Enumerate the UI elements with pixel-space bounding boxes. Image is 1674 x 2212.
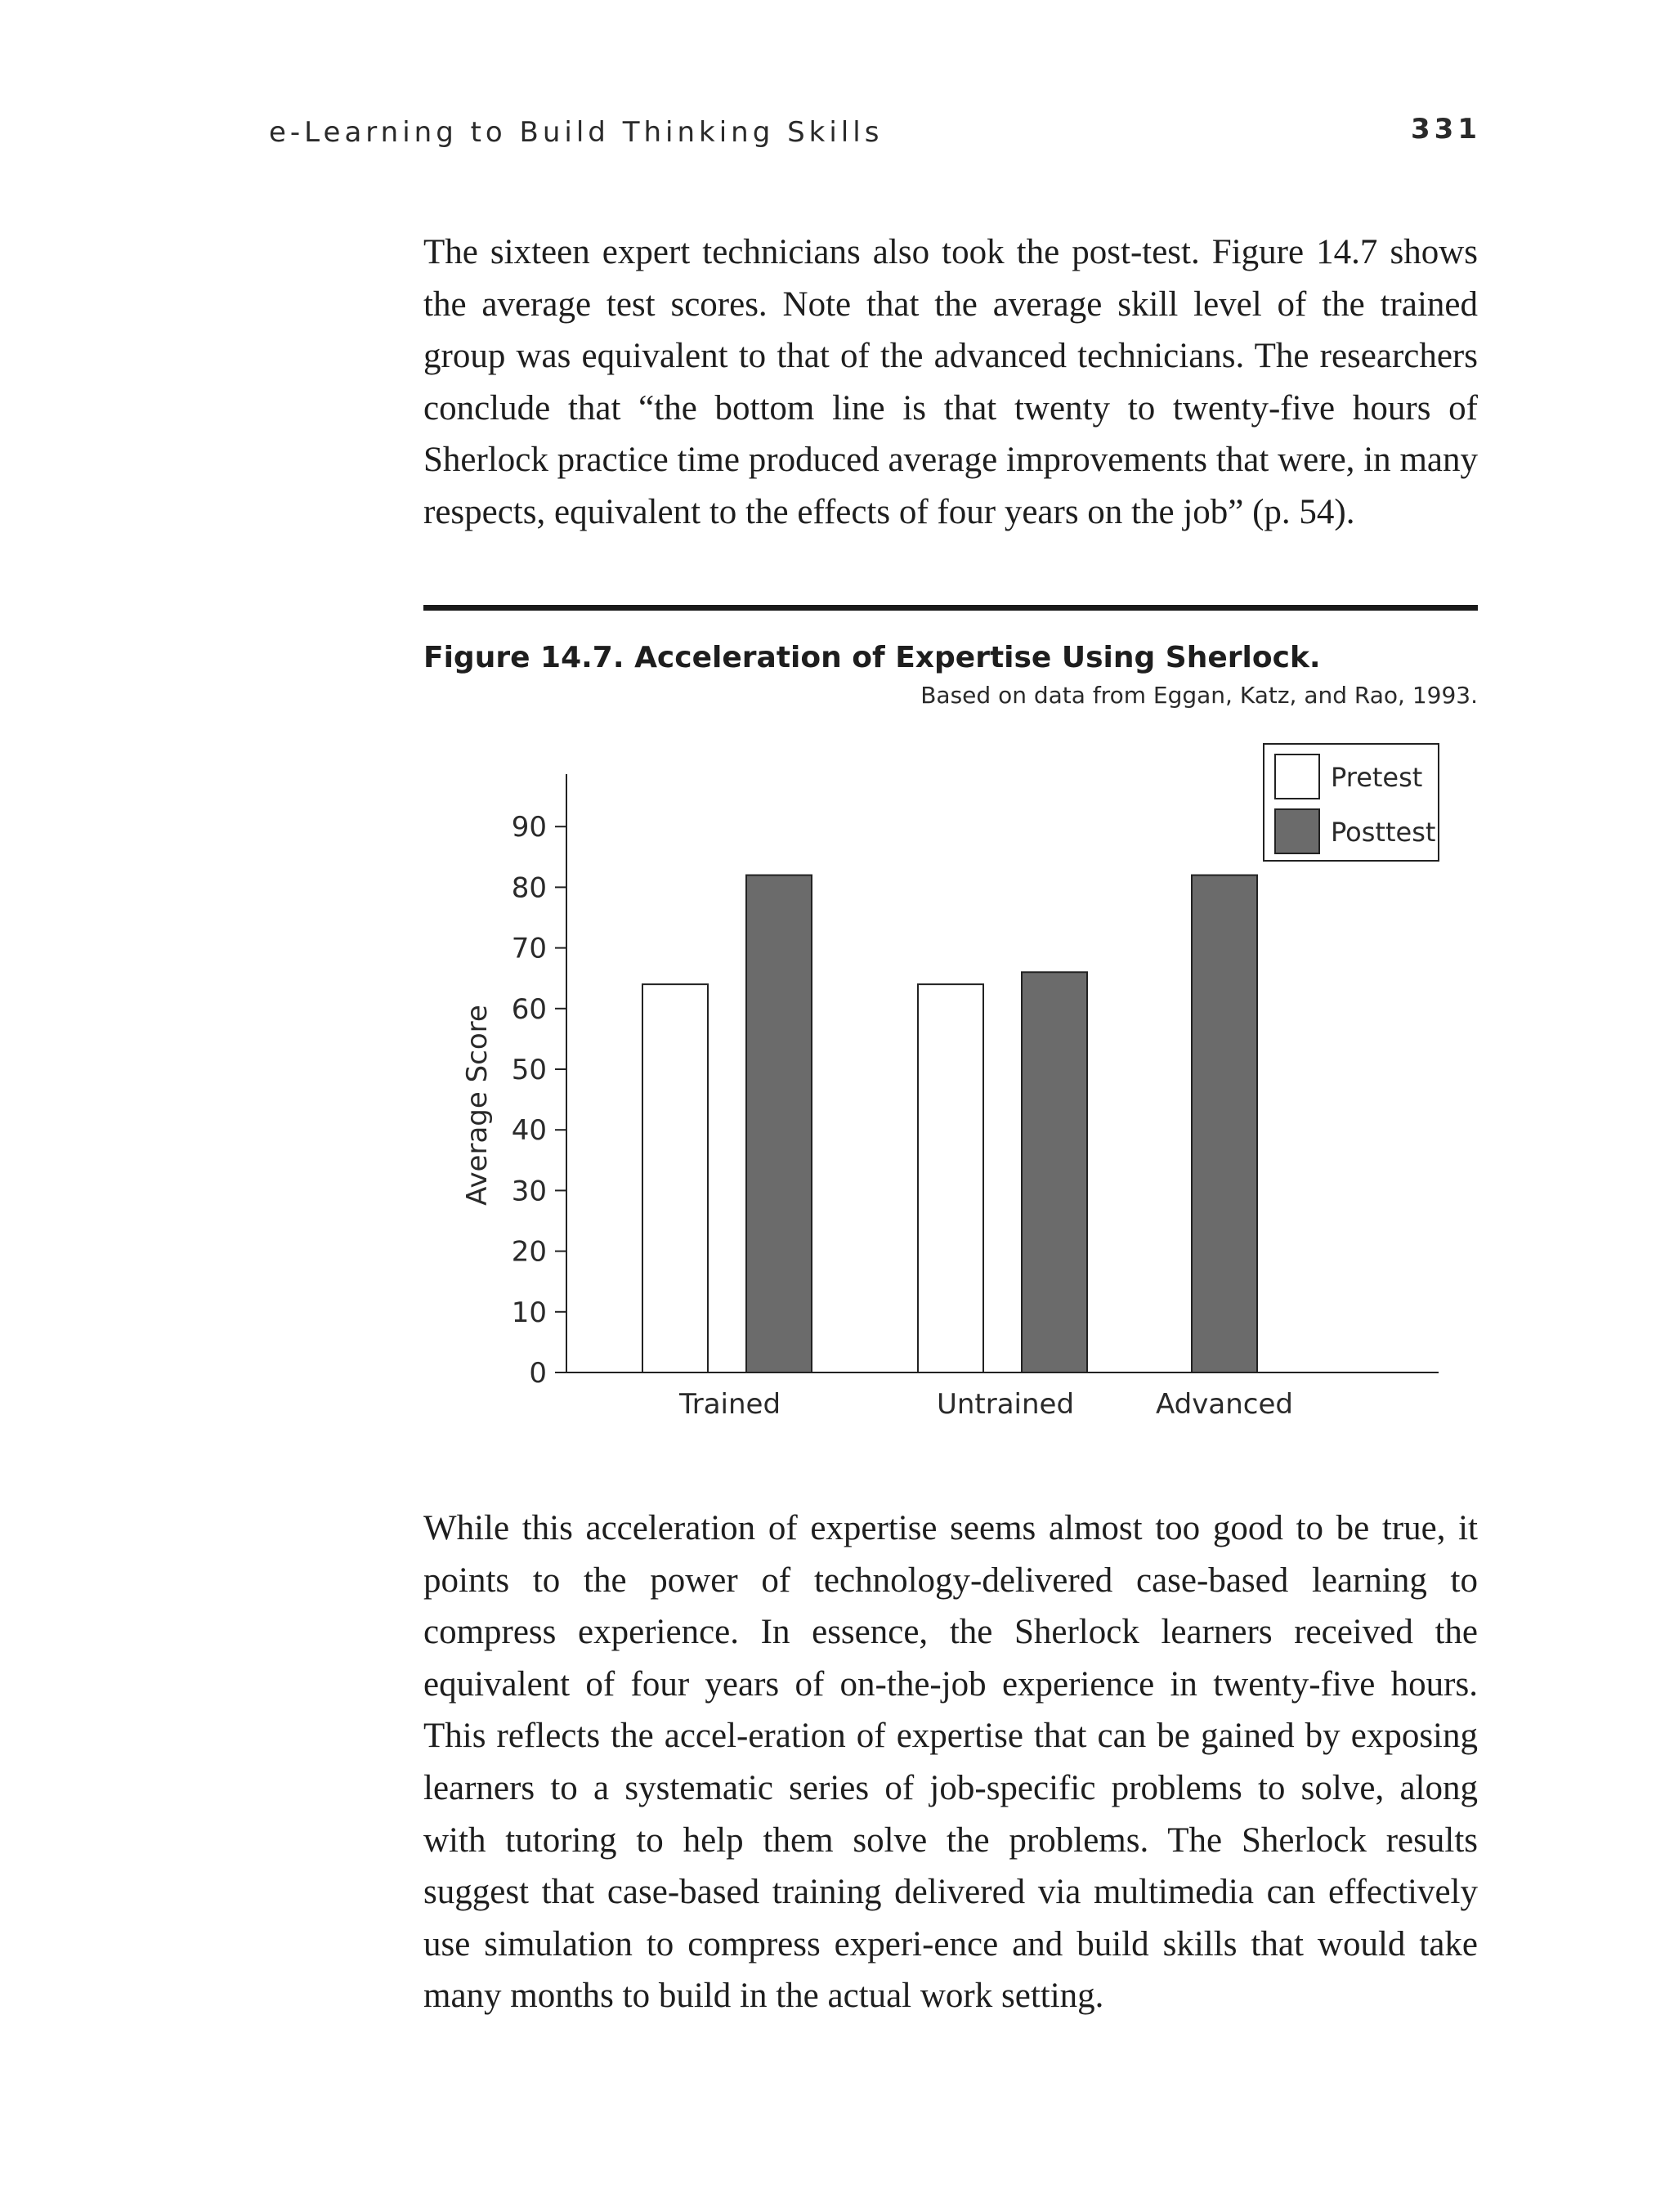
body-paragraph-1: The sixteen expert technicians also took the post-test. Figure 14.7 shows the average test scores. Note that the average skill level of the trained group was equivalent to that of the advanced technicians. The researchers conclude that “the bottom line is that twenty to twenty-five hours of Sherlock practice time produced average improvements that were, in many respects, equivalent to the effects of four years on the job” (p. 54). — [423, 233, 1478, 531]
bar-posttest-trained — [746, 875, 812, 1372]
y-tick-label: 10 — [511, 1296, 547, 1329]
legend-swatch-pretest — [1275, 754, 1319, 799]
bar-chart — [441, 736, 1455, 1455]
y-tick-label: 30 — [511, 1175, 547, 1208]
y-tick-label: 90 — [511, 811, 547, 844]
y-tick-label: 80 — [511, 871, 547, 905]
y-axis-label: Average Score — [461, 1005, 494, 1206]
legend-label-pretest: Pretest — [1331, 762, 1423, 793]
y-tick-label: 50 — [511, 1054, 547, 1086]
figure-title: Figure 14.7. Acceleration of Expertise Using Sherlock. — [423, 641, 1321, 674]
page-number: 331 — [1411, 113, 1481, 146]
bar-pretest-trained — [642, 984, 708, 1372]
legend-swatch-posttest — [1275, 809, 1319, 853]
body-paragraph-2: While this acceleration of expertise seems almost too good to be true, it points to the power of technology-delivered case-based learning to compress experience. In essence, the Sherlock learners received the equivalent of four years of on-the-job experience in twenty-five hours. This reflects the accel-eration of expertise that can be gained by exposing learners to a systematic series of job-specific problems to solve, along with tutoring to help them solve the problems. The Sherlock results suggest that case-based training delivered via multimedia can effectively use simulation to compress experi-ence and build skills that would take many months to build in the actual work setting. — [423, 1509, 1478, 2016]
figure-top-rule — [423, 605, 1478, 611]
bar-posttest-advanced — [1192, 875, 1257, 1372]
bar-pretest-untrained — [918, 984, 983, 1372]
y-tick-label: 70 — [511, 932, 547, 965]
x-tick-label: Trained — [678, 1388, 781, 1421]
y-tick-label: 60 — [511, 992, 547, 1026]
y-tick-label: 40 — [511, 1114, 547, 1148]
bar-posttest-untrained — [1022, 972, 1087, 1372]
figure-source: Based on data from Eggan, Katz, and Rao, 1993. — [920, 682, 1478, 709]
legend-label-posttest: Posttest — [1331, 817, 1436, 848]
y-tick-label: 0 — [529, 1357, 547, 1390]
x-tick-label: Untrained — [936, 1388, 1075, 1421]
y-tick-label: 20 — [511, 1235, 547, 1269]
x-tick-label: Advanced — [1156, 1388, 1293, 1421]
running-head: e-Learning to Build Thinking Skills — [269, 116, 884, 149]
